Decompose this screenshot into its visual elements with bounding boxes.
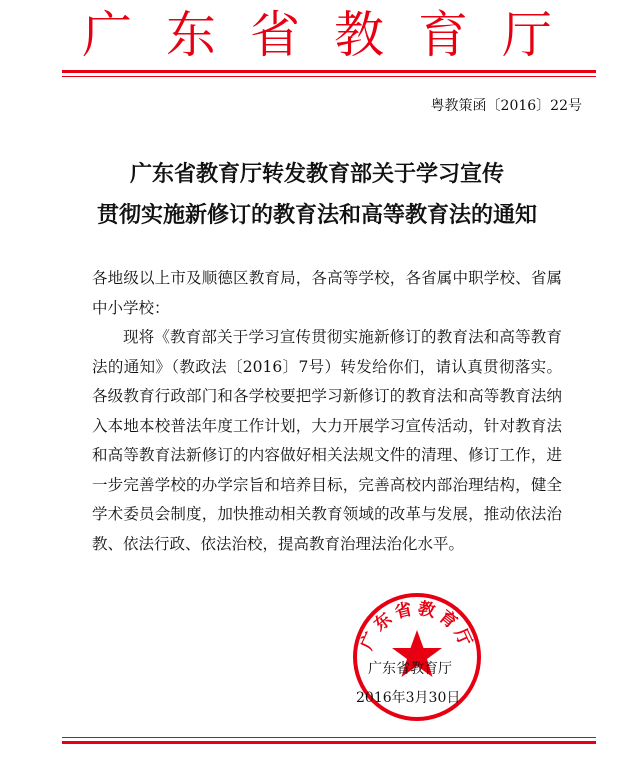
letterhead-title: 广东省教育厅 (82, 6, 586, 64)
document-title-line-2: 贯彻实施新修订的教育法和高等教育法的通知 (96, 202, 537, 228)
document-title-line-1: 广东省教育厅转发教育部关于学习宣传 (129, 161, 504, 187)
footer-thick-rule (62, 741, 596, 744)
header-thin-rule (62, 76, 596, 77)
addressee: 各地级以上市及顺德区教育局，各高等学校，各省属中职学校、省属中小学校： (92, 269, 562, 317)
seal-text: 广东省教育厅 (357, 598, 477, 654)
body-paragraph: 现将《教育部关于学习宣传贯彻实施新修订的教育法和高等教育法的通知》（教政法〔2016〕7号）转发给你们，请认真贯彻落实。各级教育行政部门和各学校要把学习新修订的教育法和高等教育法纳入本地本校普法年度工作计划，大力开展学习宣传活动，针对教育法和高等教育法新修订的内容做好相关法规文件的清理、修订工作，进一步完善学校的办学宗旨和培养目标，完善高校内部治理结构，健全学术委员会制度，加快推动相关教育领域的改革与发展，推动依法治教、依法行政、依法治校，提高教育治理法治化水平。 (92, 328, 562, 553)
footer-thin-rule (62, 737, 596, 738)
document-number: 粤教策函〔2016〕22号 (430, 98, 582, 114)
signature: 广东省教育厅 (368, 661, 452, 677)
header-thick-rule (62, 70, 596, 73)
issue-date: 2016年3月30日 (356, 690, 461, 706)
